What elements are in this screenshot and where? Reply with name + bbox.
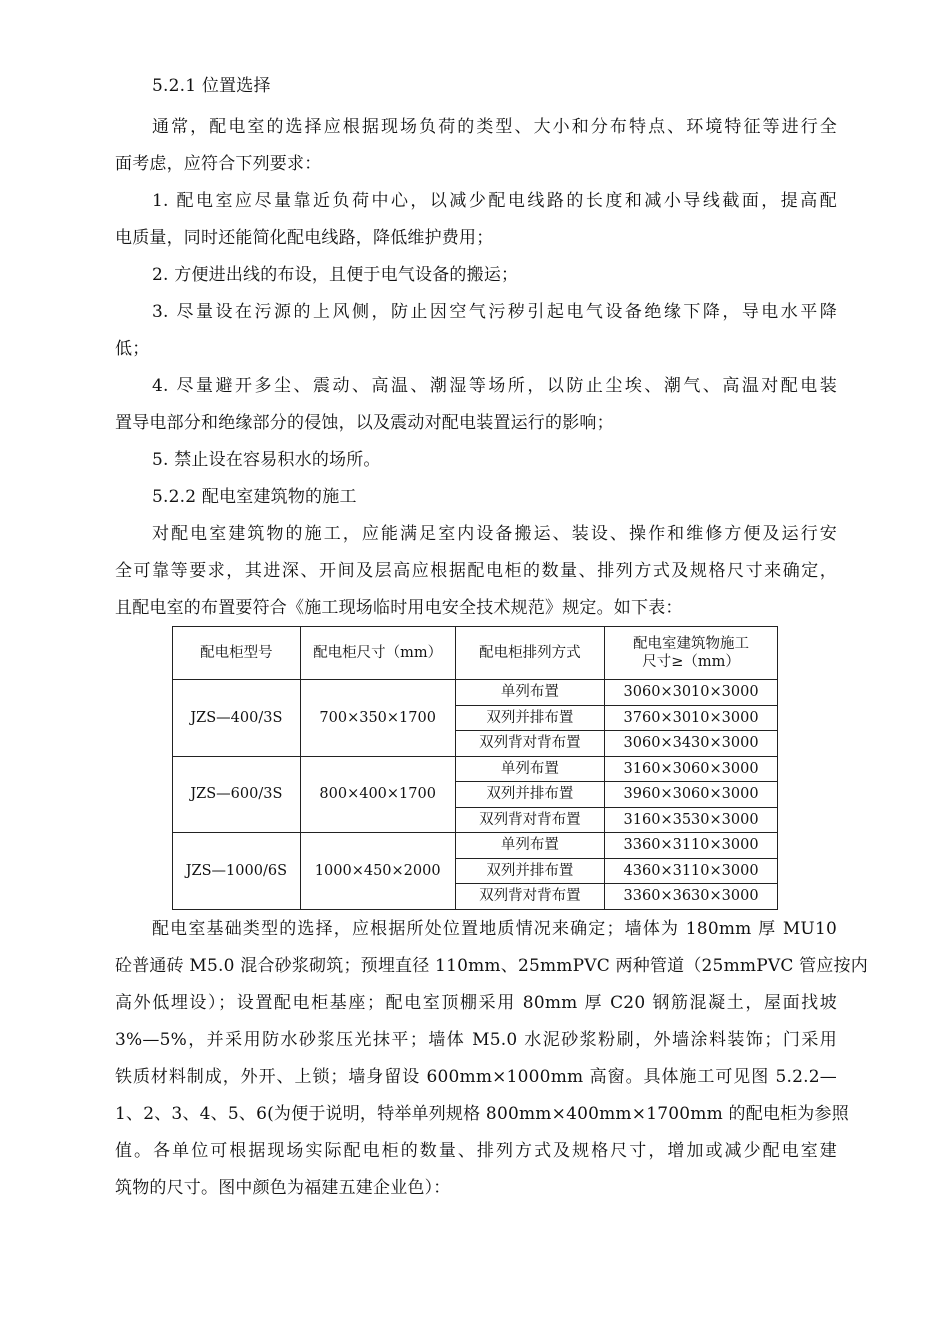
section-heading-5-2-2: 5.2.2 配电室建筑物的施工 bbox=[152, 487, 357, 507]
building-size-cell: 4360×3110×3000 bbox=[605, 858, 778, 884]
arrangement-cell: 双列并排布置 bbox=[455, 705, 604, 731]
distribution-room-spec-table bbox=[172, 626, 778, 910]
header-cell: 配电柜型号 bbox=[173, 627, 301, 680]
table-row bbox=[173, 680, 778, 706]
header-cell-line: 配电室建筑物施工 bbox=[633, 636, 750, 652]
paragraph-line: 配电室基础类型的选择，应根据所处位置地质情况来确定；墙体为 180mm 厚 MU10 bbox=[152, 919, 837, 939]
paragraph-line: 3%—5%，并采用防水砂浆压光抹平；墙体 M5.0 水泥砂浆粉刷，外墙涂料装饰；门采用 bbox=[115, 1030, 837, 1050]
arrangement-cell: 单列布置 bbox=[455, 680, 604, 706]
list-item-5: 5. 禁止设在容易积水的场所。 bbox=[152, 450, 381, 470]
size-cell: 800×400×1700 bbox=[300, 756, 455, 833]
arrangement-cell: 双列背对背布置 bbox=[455, 884, 604, 910]
header-cell bbox=[605, 627, 778, 680]
list-item-3-line: 低； bbox=[115, 339, 150, 359]
paragraph-line: 砼普通砖 M5.0 混合砂浆砌筑；预埋直径 110mm、25mmPVC 两种管道（25mmPVC 管应按内 bbox=[115, 956, 868, 976]
building-size-cell: 3360×3630×3000 bbox=[605, 884, 778, 910]
table-row bbox=[173, 833, 778, 859]
list-item-1-line: 1. 配电室应尽量靠近负荷中心，以减少配电线路的长度和减小导线截面，提高配 bbox=[152, 191, 837, 211]
building-size-cell: 3760×3010×3000 bbox=[605, 705, 778, 731]
paragraph-line: 全可靠等要求，其进深、开间及层高应根据配电柜的数量、排列方式及规格尺寸来确定， bbox=[115, 561, 837, 581]
list-item-4-line: 置导电部分和绝缘部分的侵蚀，以及震动对配电装置运行的影响； bbox=[115, 413, 614, 433]
header-cell: 配电柜排列方式 bbox=[455, 627, 604, 680]
list-item-3-line: 3. 尽量设在污源的上风侧，防止因空气污秽引起电气设备绝缘下降，导电水平降 bbox=[152, 302, 837, 322]
table-row bbox=[173, 756, 778, 782]
paragraph-line: 1、2、3、4、5、6(为便于说明，特举单列规格 800mm×400mm×1700mm 的配电柜为参照 bbox=[115, 1104, 849, 1124]
size-cell: 1000×450×2000 bbox=[300, 833, 455, 910]
header-cell: 配电柜尺寸（mm） bbox=[300, 627, 455, 680]
arrangement-cell: 双列背对背布置 bbox=[455, 807, 604, 833]
section-heading-5-2-1: 5.2.1 位置选择 bbox=[152, 76, 271, 96]
header-cell-line: 尺寸≥（mm） bbox=[642, 654, 740, 670]
list-item-2: 2. 方便进出线的布设，且便于电气设备的搬运； bbox=[152, 265, 519, 285]
arrangement-cell: 双列并排布置 bbox=[455, 782, 604, 808]
building-size-cell: 3360×3110×3000 bbox=[605, 833, 778, 859]
building-size-cell: 3960×3060×3000 bbox=[605, 782, 778, 808]
building-size-cell: 3060×3430×3000 bbox=[605, 731, 778, 757]
table-header-row bbox=[173, 627, 778, 680]
size-cell: 700×350×1700 bbox=[300, 680, 455, 757]
paragraph-line: 高外低埋设）；设置配电柜基座；配电室顶棚采用 80mm 厚 C20 钢筋混凝土，屋面找坡 bbox=[115, 993, 837, 1013]
list-item-1-line: 电质量，同时还能简化配电线路，降低维护费用； bbox=[115, 228, 494, 248]
building-size-cell: 3160×3060×3000 bbox=[605, 756, 778, 782]
paragraph-line: 铁质材料制成，外开、上锁；墙身留设 600mm×1000mm 高窗。具体施工可见图 5.2.2— bbox=[115, 1067, 837, 1087]
paragraph-line: 通常，配电室的选择应根据现场负荷的类型、大小和分布特点、环境特征等进行全 bbox=[152, 117, 837, 137]
model-cell: JZS—1000/6S bbox=[173, 833, 301, 910]
building-size-cell: 3160×3530×3000 bbox=[605, 807, 778, 833]
arrangement-cell: 双列背对背布置 bbox=[455, 731, 604, 757]
arrangement-cell: 双列并排布置 bbox=[455, 858, 604, 884]
paragraph-line: 且配电室的布置要符合《施工现场临时用电安全技术规范》规定。如下表： bbox=[115, 598, 683, 618]
model-cell: JZS—400/3S bbox=[173, 680, 301, 757]
building-size-cell: 3060×3010×3000 bbox=[605, 680, 778, 706]
paragraph-line: 面考虑，应符合下列要求： bbox=[115, 154, 322, 174]
paragraph-line: 对配电室建筑物的施工，应能满足室内设备搬运、装设、操作和维修方便及运行安 bbox=[152, 524, 837, 544]
arrangement-cell: 单列布置 bbox=[455, 833, 604, 859]
paragraph-line: 值。各单位可根据现场实际配电柜的数量、排列方式及规格尺寸，增加或减少配电室建 bbox=[115, 1141, 837, 1161]
list-item-4-line: 4. 尽量避开多尘、震动、高温、潮湿等场所，以防止尘埃、潮气、高温对配电装 bbox=[152, 376, 837, 396]
model-cell: JZS—600/3S bbox=[173, 756, 301, 833]
paragraph-line: 筑物的尺寸。图中颜色为福建五建企业色）： bbox=[115, 1178, 451, 1198]
arrangement-cell: 单列布置 bbox=[455, 756, 604, 782]
